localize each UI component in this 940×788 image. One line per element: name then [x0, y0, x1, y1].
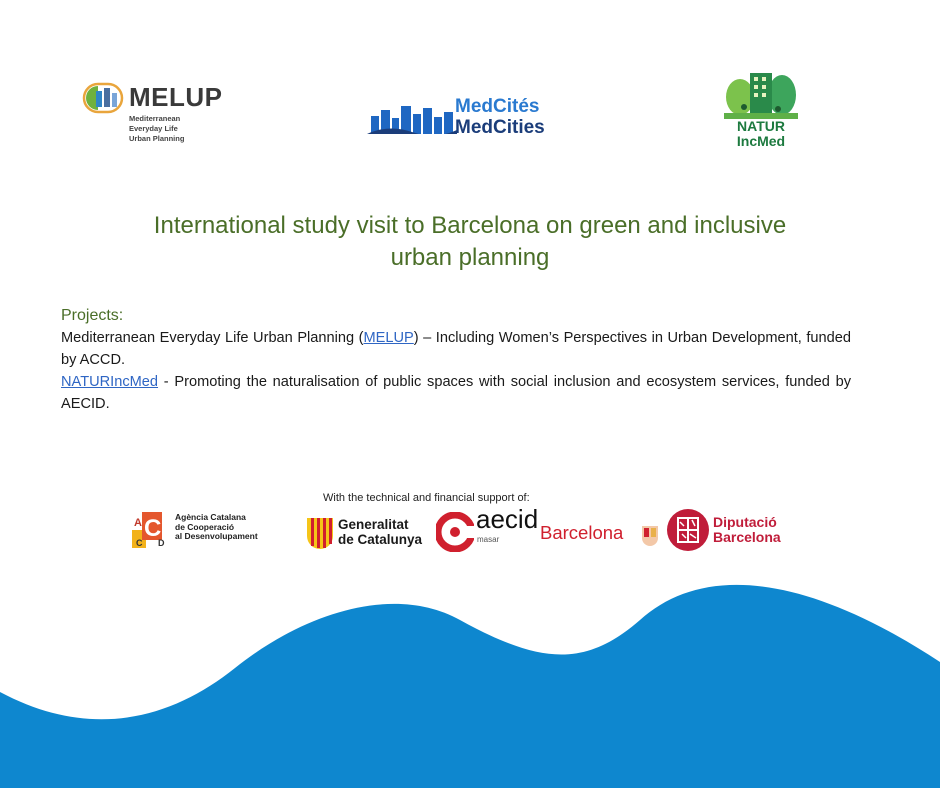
melup-subtitle — [129, 114, 229, 144]
medcities-line-1-text: MedCités — [455, 96, 540, 117]
melup-link[interactable]: MELUP — [363, 330, 414, 346]
accd-line: de Cooperació — [175, 521, 235, 532]
melup-subtitle-line: Everyday Life — [129, 124, 178, 133]
aecid-emblem-icon — [436, 512, 474, 552]
accd-logo — [132, 510, 282, 552]
natur-wordmark — [724, 119, 798, 149]
project-natur-suffix: - Promoting the naturalisation of public spaces with social inclusion and ecosystem services, funded by AECID. — [61, 374, 851, 412]
barcelona-logo — [540, 522, 662, 552]
senyera-shield-icon — [305, 516, 335, 550]
natur-line-2: IncMed — [736, 133, 786, 149]
svg-text:C: C — [144, 515, 162, 542]
svg-text:D: D — [158, 538, 165, 548]
accd-line: Agència Catalana — [175, 512, 246, 522]
medcities-line-2-text: MedCities — [455, 117, 545, 138]
accd-emblem-icon — [132, 512, 170, 548]
project-melup-suffix: ) – Including Women’s Perspectives in Urban Development, funded by ACCD. — [61, 330, 851, 368]
diputacio-emblem-icon — [666, 508, 710, 552]
naturincmed-link[interactable]: NATURIncMed — [61, 374, 159, 390]
naturincmed-logo — [724, 67, 802, 155]
nature-city-icon — [724, 67, 798, 119]
support-label: With the technical and financial support of: — [323, 492, 530, 504]
barcelona-crest-icon — [640, 524, 660, 548]
melup-subtitle-line: Urban Planning — [129, 134, 185, 143]
medcities-line-1 — [455, 97, 539, 117]
medcities-line-2 — [455, 118, 545, 138]
generalitat-line: de Catalunya — [338, 532, 423, 547]
melup-logo — [82, 80, 232, 150]
generalitat-logo — [305, 514, 435, 554]
generalitat-wordmark — [338, 517, 422, 547]
accd-line: al Desenvolupament — [175, 531, 258, 541]
melup-title: MELUP — [129, 82, 223, 112]
aecid-subtitle: masar — [477, 535, 500, 544]
project-natur-paragraph — [61, 371, 851, 415]
page-title-line-1: International study visit to Barcelona on green and inclusive — [153, 212, 787, 239]
project-melup-paragraph — [61, 327, 851, 371]
svg-text:A: A — [134, 517, 142, 529]
city-skyline-icon — [367, 102, 457, 134]
barcelona-wordmark: Barcelona — [540, 522, 624, 543]
page-title-line-2: urban planning — [390, 244, 550, 271]
diputacio-logo — [666, 508, 806, 554]
accd-wordmark — [175, 513, 258, 542]
projects-heading: Projects: — [61, 307, 124, 324]
melup-emblem-icon — [82, 82, 124, 114]
aecid-logo — [436, 504, 539, 556]
diputacio-wordmark — [713, 515, 781, 545]
projects-section — [61, 305, 851, 415]
svg-text:C: C — [136, 538, 143, 548]
natur-line-1: NATUR — [737, 118, 785, 134]
diputacio-line: Barcelona — [713, 529, 781, 545]
diputacio-line: Diputació — [713, 514, 777, 530]
aecid-wordmark: aecid — [476, 504, 539, 534]
project-melup-prefix: Mediterranean Everyday Life Urban Planning ( — [61, 330, 364, 346]
melup-subtitle-line: Mediterranean — [129, 114, 181, 123]
generalitat-line: Generalitat — [338, 517, 409, 532]
page-title — [60, 210, 880, 274]
medcities-logo — [367, 92, 577, 142]
